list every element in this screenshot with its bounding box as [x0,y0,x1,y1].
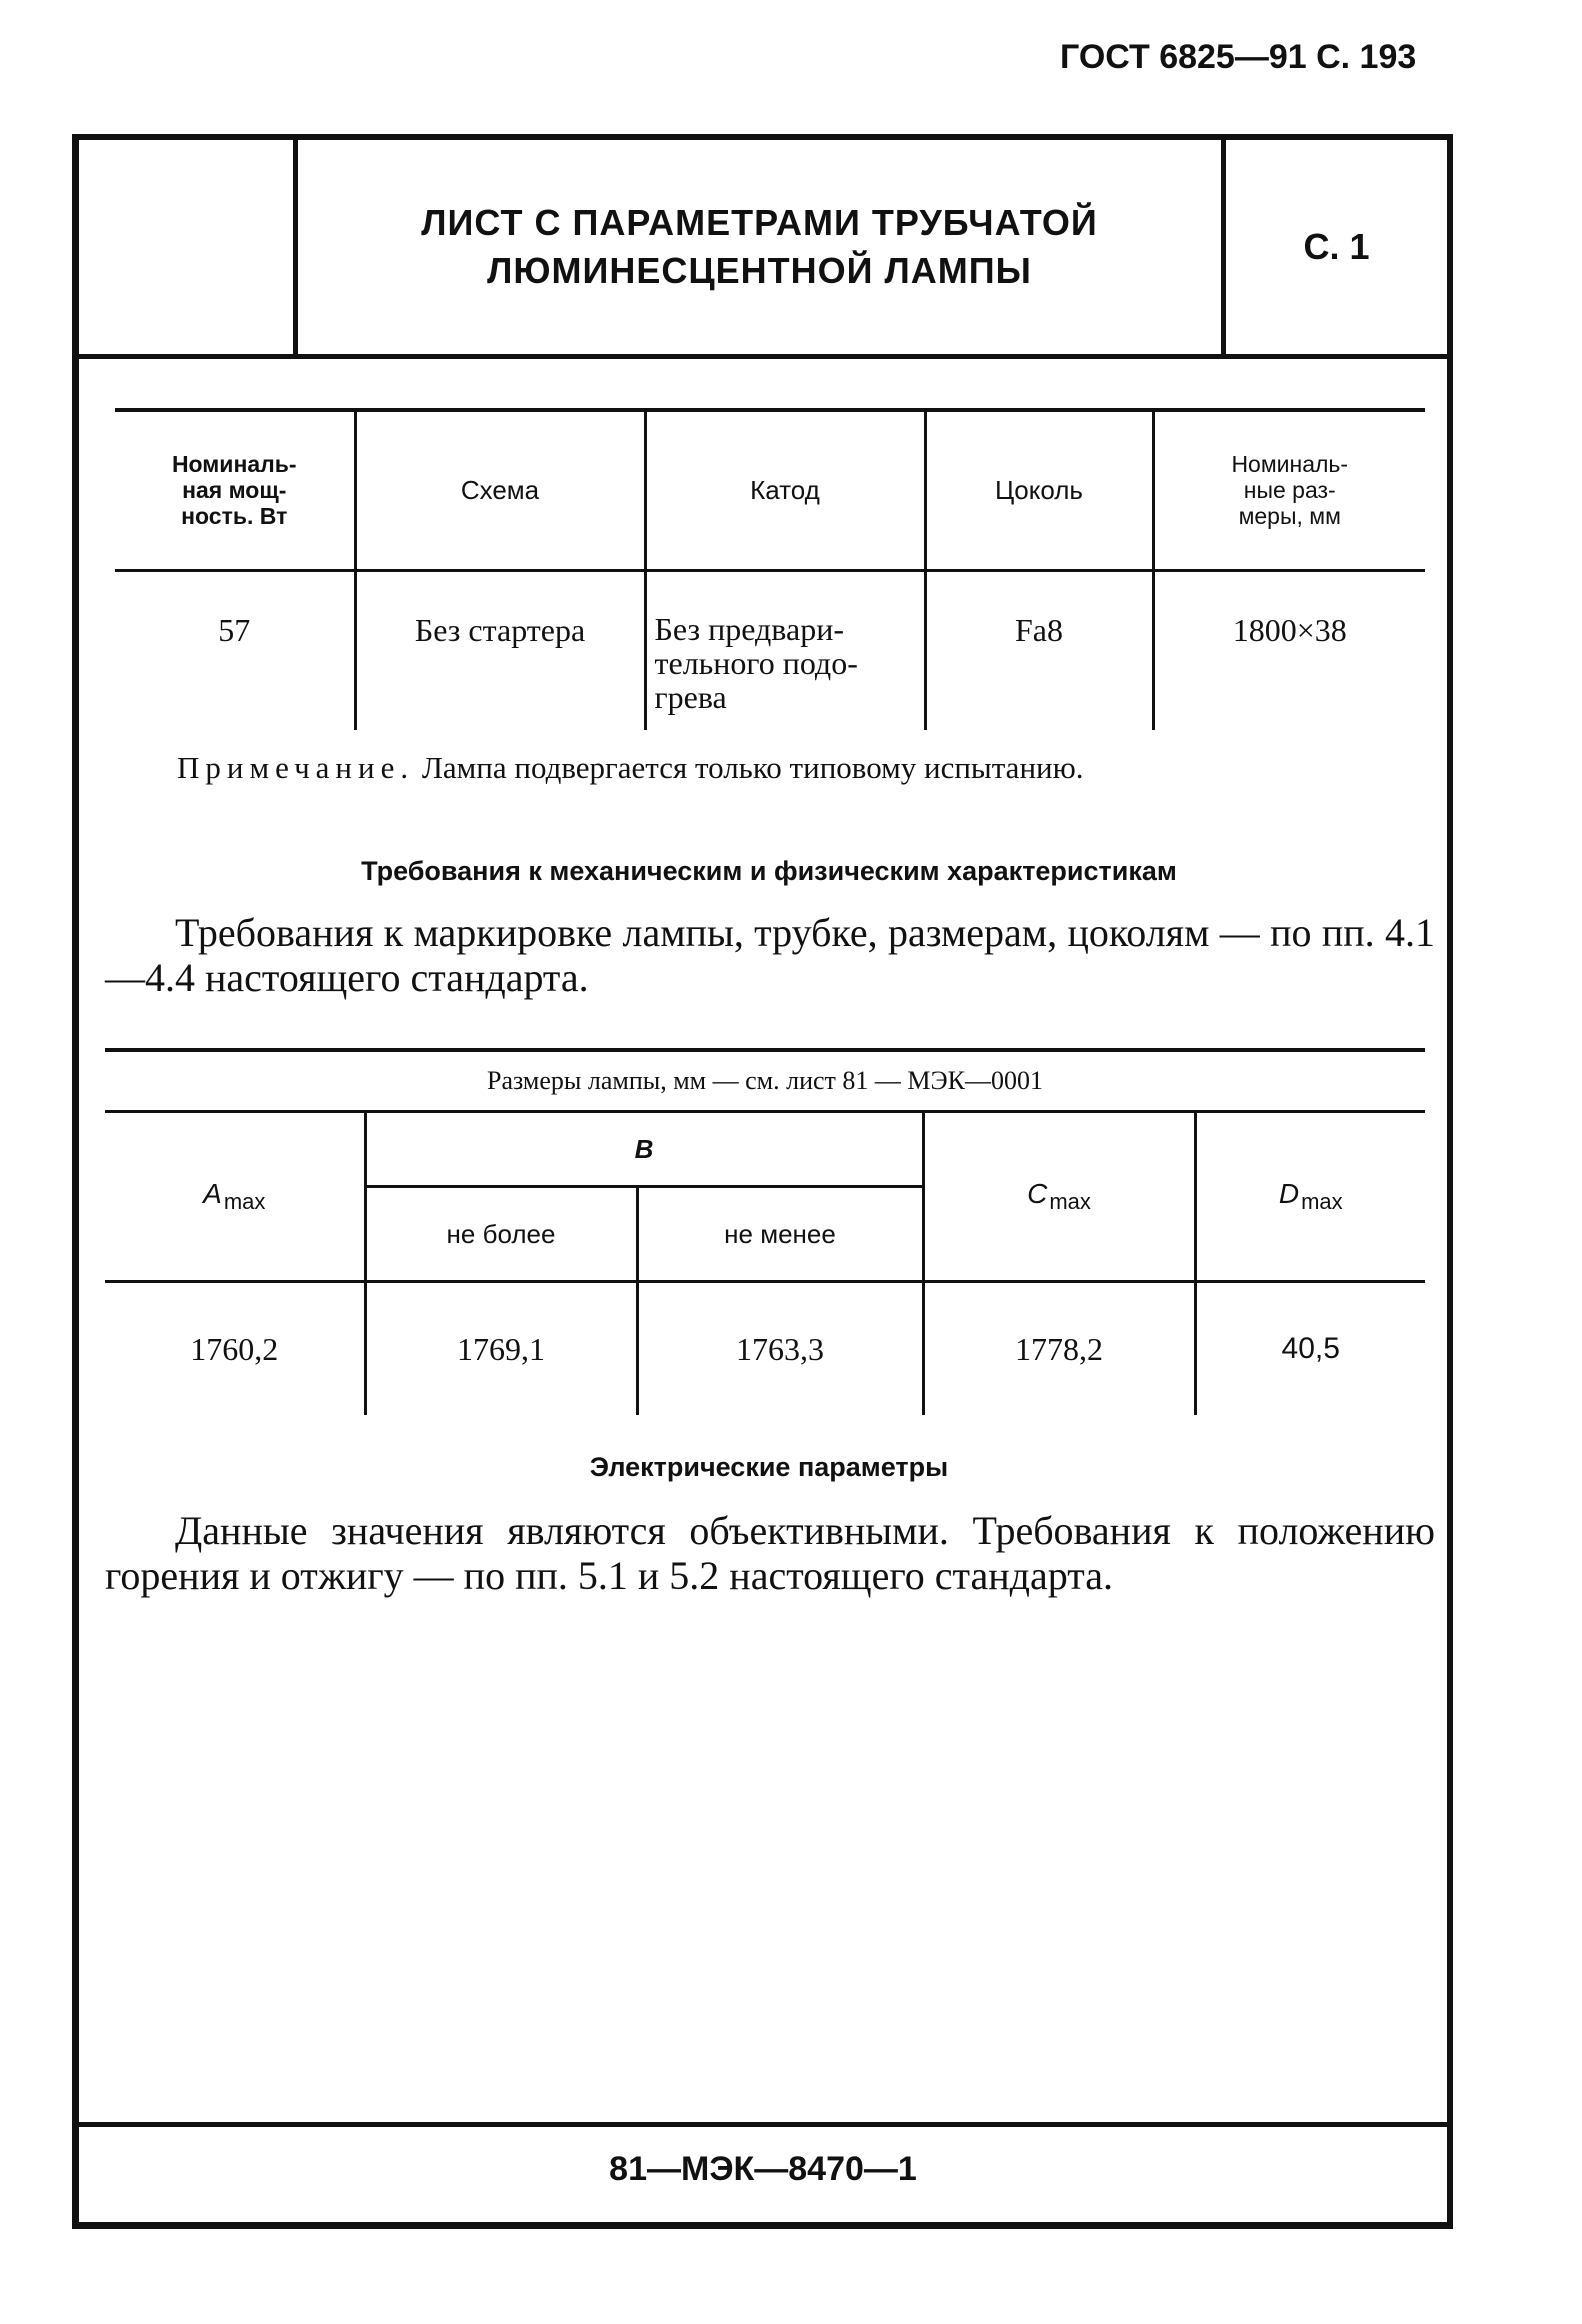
table-header-row [115,410,1425,570]
c-label: C [1027,1178,1048,1209]
cell-b-max: 1769,1 [365,1282,637,1416]
sheet-title-line1: ЛИСТ С ПАРАМЕТРАМИ ТРУБЧАТОЙ [421,202,1098,243]
lamp-dimensions-table [105,1048,1425,1415]
cell-scheme: Без стартера [355,570,645,730]
col-header-cap: Цоколь [925,410,1153,570]
mech-paragraph: Требования к маркировке лампы, трубке, размерам, цоколям — по пп. 4.1—4.4 настоящего стандарта. [105,910,1435,1000]
cell-cathode: Без предвари- тельного подо- грева [645,570,925,730]
sheet-title-line2: ЛЮМИНЕСЦЕНТНОЙ ЛАМПЫ [487,250,1032,291]
cell-b-min: 1763,3 [637,1282,923,1416]
col-header-a-max [105,1112,365,1282]
col-header-b-max: не более [365,1187,637,1282]
footer-divider [79,2122,1447,2127]
sheet-title [298,140,1226,354]
d-sub: max [1301,1189,1343,1214]
elec-paragraph: Данные значения являются объективными. Требования к положению горения и отжигу — по пп. 5.1 и 5.2 настоящего стандарта. [105,1508,1435,1598]
sheet-frame [72,134,1453,2229]
note-label: Примечание. [177,750,415,785]
col-header-c-max [923,1112,1195,1282]
col-header-cathode: Катод [645,410,925,570]
page-header-ref: ГОСТ 6825—91 С. 193 [1060,38,1417,76]
note-text: Лампа подвергается только типовому испытанию. [414,750,1084,785]
col-header-d-max [1195,1112,1425,1282]
elec-section-heading: Электрические параметры [589,1452,949,1482]
table-row [115,570,1425,730]
table-row [105,1282,1425,1416]
col-header-power: Номиналь- ная мощ- ность. Вт [171,451,297,530]
elec-section-text [105,1508,1435,1598]
col-header-b-min: не менее [637,1187,923,1282]
col-header-b: B [365,1112,923,1187]
dimensions-caption-row [105,1050,1425,1112]
col-header-dimensions: Номиналь- ные раз- меры, мм [1153,410,1425,570]
dimensions-header-row-1 [105,1112,1425,1187]
title-left-cell [79,140,298,354]
c-sub: max [1049,1189,1091,1214]
col-header-scheme: Схема [355,410,645,570]
cell-a-max: 1760,2 [190,1330,279,1367]
mech-section-text [105,910,1435,1000]
a-sub: max [223,1189,266,1214]
sheet-number: С. 1 [1303,226,1370,267]
cell-cap: Fa8 [925,570,1153,730]
a-label: A [203,1178,222,1209]
lamp-parameters-table [115,408,1425,730]
title-block [79,140,1447,359]
cell-c-max: 1778,2 [923,1282,1195,1416]
cell-power: 57 [218,611,251,648]
d-label: D [1278,1178,1300,1209]
cell-dimensions: 1800×38 [1153,570,1425,730]
mech-section-heading: Требования к механическим и физическим характеристикам [361,856,1177,886]
note [177,750,1427,786]
dimensions-caption: Размеры лампы, мм — см. лист 81 — МЭК—0001 [105,1050,1425,1112]
footer-code: 81—МЭК—8470—1 [609,2150,917,2188]
cell-d-max: 40,5 [1195,1282,1425,1416]
